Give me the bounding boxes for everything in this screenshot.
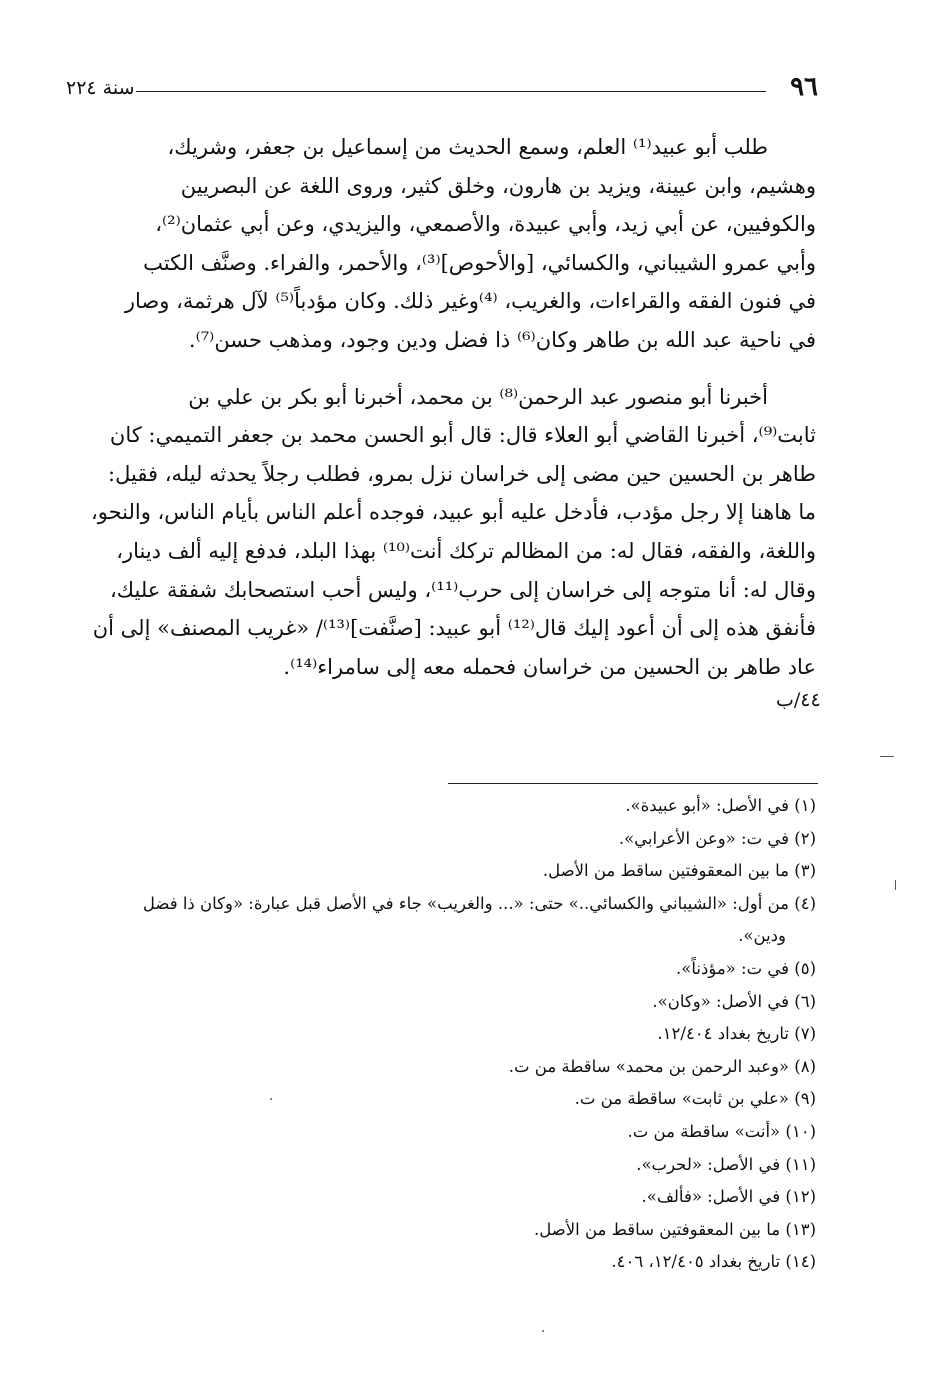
page-header [66,72,818,106]
footnote: (٨) «وعبد الرحمن بن محمد» ساقطة من ت. [508,1056,816,1076]
main-text [68,128,816,686]
footnote: (٤) من أول: «الشيباني والكسائي..» حتى: «... والغريب» جاء في الأصل قبل عبارة: «وكان ذا فضل [142,893,816,913]
paragraph-2 [68,378,816,687]
footnote: (١٠) «أنت» ساقطة من ت. [627,1121,816,1141]
footnotes [68,790,816,1279]
text-line: في ناحية عبد الله بن طاهر وكان⁽⁶⁾ ذا فضل ودين وجود، ومذهب حسن⁽⁷⁾. [188,327,816,352]
footnote: (١٣) ما بين المعقوفتين ساقط من الأصل. [533,1219,816,1239]
text-line: ثابت⁽⁹⁾، أخبرنا القاضي أبو العلاء قال: قال أبو الحسن محمد بن جعفر التميمي: كان [109,423,816,448]
text-line: في فنون الفقه والقراءات، والغريب، ⁽⁴⁾وغير ذلك. وكان مؤدباً⁽⁵⁾ لآل هرثمة، وصار [124,289,816,314]
text-line: ما هاهنا إلا رجل مؤدب، فأدخل عليه أبو عبيد، فوجده أعلم الناس بأيام الناس، والنحو، [90,500,816,525]
folio-margin-note: ٤٤/ب [776,689,821,711]
footnote: (٩) «علي بن ثابت» ساقطة من ت. [574,1089,816,1109]
text-line: والكوفيين، عن أبي زيد، وأبي عبيدة، والأصمعي، واليزيدي، وعن أبي عثمان⁽²⁾، [155,212,816,237]
text-line: طاهر بن الحسين حين مضى إلى خراسان نزل بمرو، فطلب رجلاً يحدثه ليله، فقيل: [108,461,816,486]
footnote: (١) في الأصل: «أبو عبيدة». [625,796,816,815]
header-rule [136,91,766,92]
footnote: (١٢) في الأصل: «فألف». [641,1187,816,1207]
text-line: طلب أبو عبيد⁽¹⁾ العلم، وسمع الحديث من إسماعيل بن جعفر، وشريك، [167,135,768,159]
footnote: (١١) في الأصل: «لحرب». [636,1154,816,1174]
footnote: (١٤) تاريخ بغداد ١٢/٤٠٥، ٤٠٦. [611,1252,816,1272]
footnote: (٢) في ت: «وعن الأعرابي». [618,828,816,848]
scan-speck [895,880,896,890]
footnote-separator [448,783,818,784]
text-line: وقال له: أنا متوجه إلى خراسان إلى حرب⁽¹¹⁾، وليس أحب استصحابك شفقة عليك، [110,577,816,602]
footnote: (٦) في الأصل: «وكان». [652,991,816,1011]
scan-speck [880,756,894,757]
running-title: سنة ٢٢٤ [66,77,135,99]
text-line: وهشيم، وابن عيينة، ويزيد بن هارون، وخلق كثير، وروى اللغة عن البصريين [180,173,816,198]
scan-speck [542,1330,544,1332]
text-line: عاد طاهر بن الحسين من خراسان فحمله معه إلى سامراء⁽¹⁴⁾. [283,654,816,679]
scan-speck [270,1098,272,1100]
text-line: أخبرنا أبو منصور عبد الرحمن⁽⁸⁾ بن محمد، أخبرنا أبو بكر بن علي بن [188,384,768,409]
page-number: ٩٦ [790,72,818,102]
text-line: وأبي عمرو الشيباني، والكسائي، [والأحوص]⁽³⁾، والأحمر، والفراء. وصنَّف الكتب [143,250,816,275]
footnote-continuation: ودين». [738,926,786,946]
text-line: فأنفق هذه إلى أن أعود إليك قال⁽¹²⁾ أبو عبيد: [صنَّفت]⁽¹³⁾/ «غريب المصنف» إلى أن [92,616,816,641]
footnote: (٥) في ت: «مؤذناً». [676,958,816,978]
footnote: (٧) تاريخ بغداد ١٢/٤٠٤. [657,1024,816,1044]
footnote: (٣) ما بين المعقوفتين ساقط من الأصل. [542,861,816,881]
paragraph-1 [68,128,816,360]
text-line: واللغة، والفقه، فقال له: من المظالم تركك أنت⁽¹⁰⁾ بهذا البلد، فدفع إليه ألف دينار، [116,538,816,563]
